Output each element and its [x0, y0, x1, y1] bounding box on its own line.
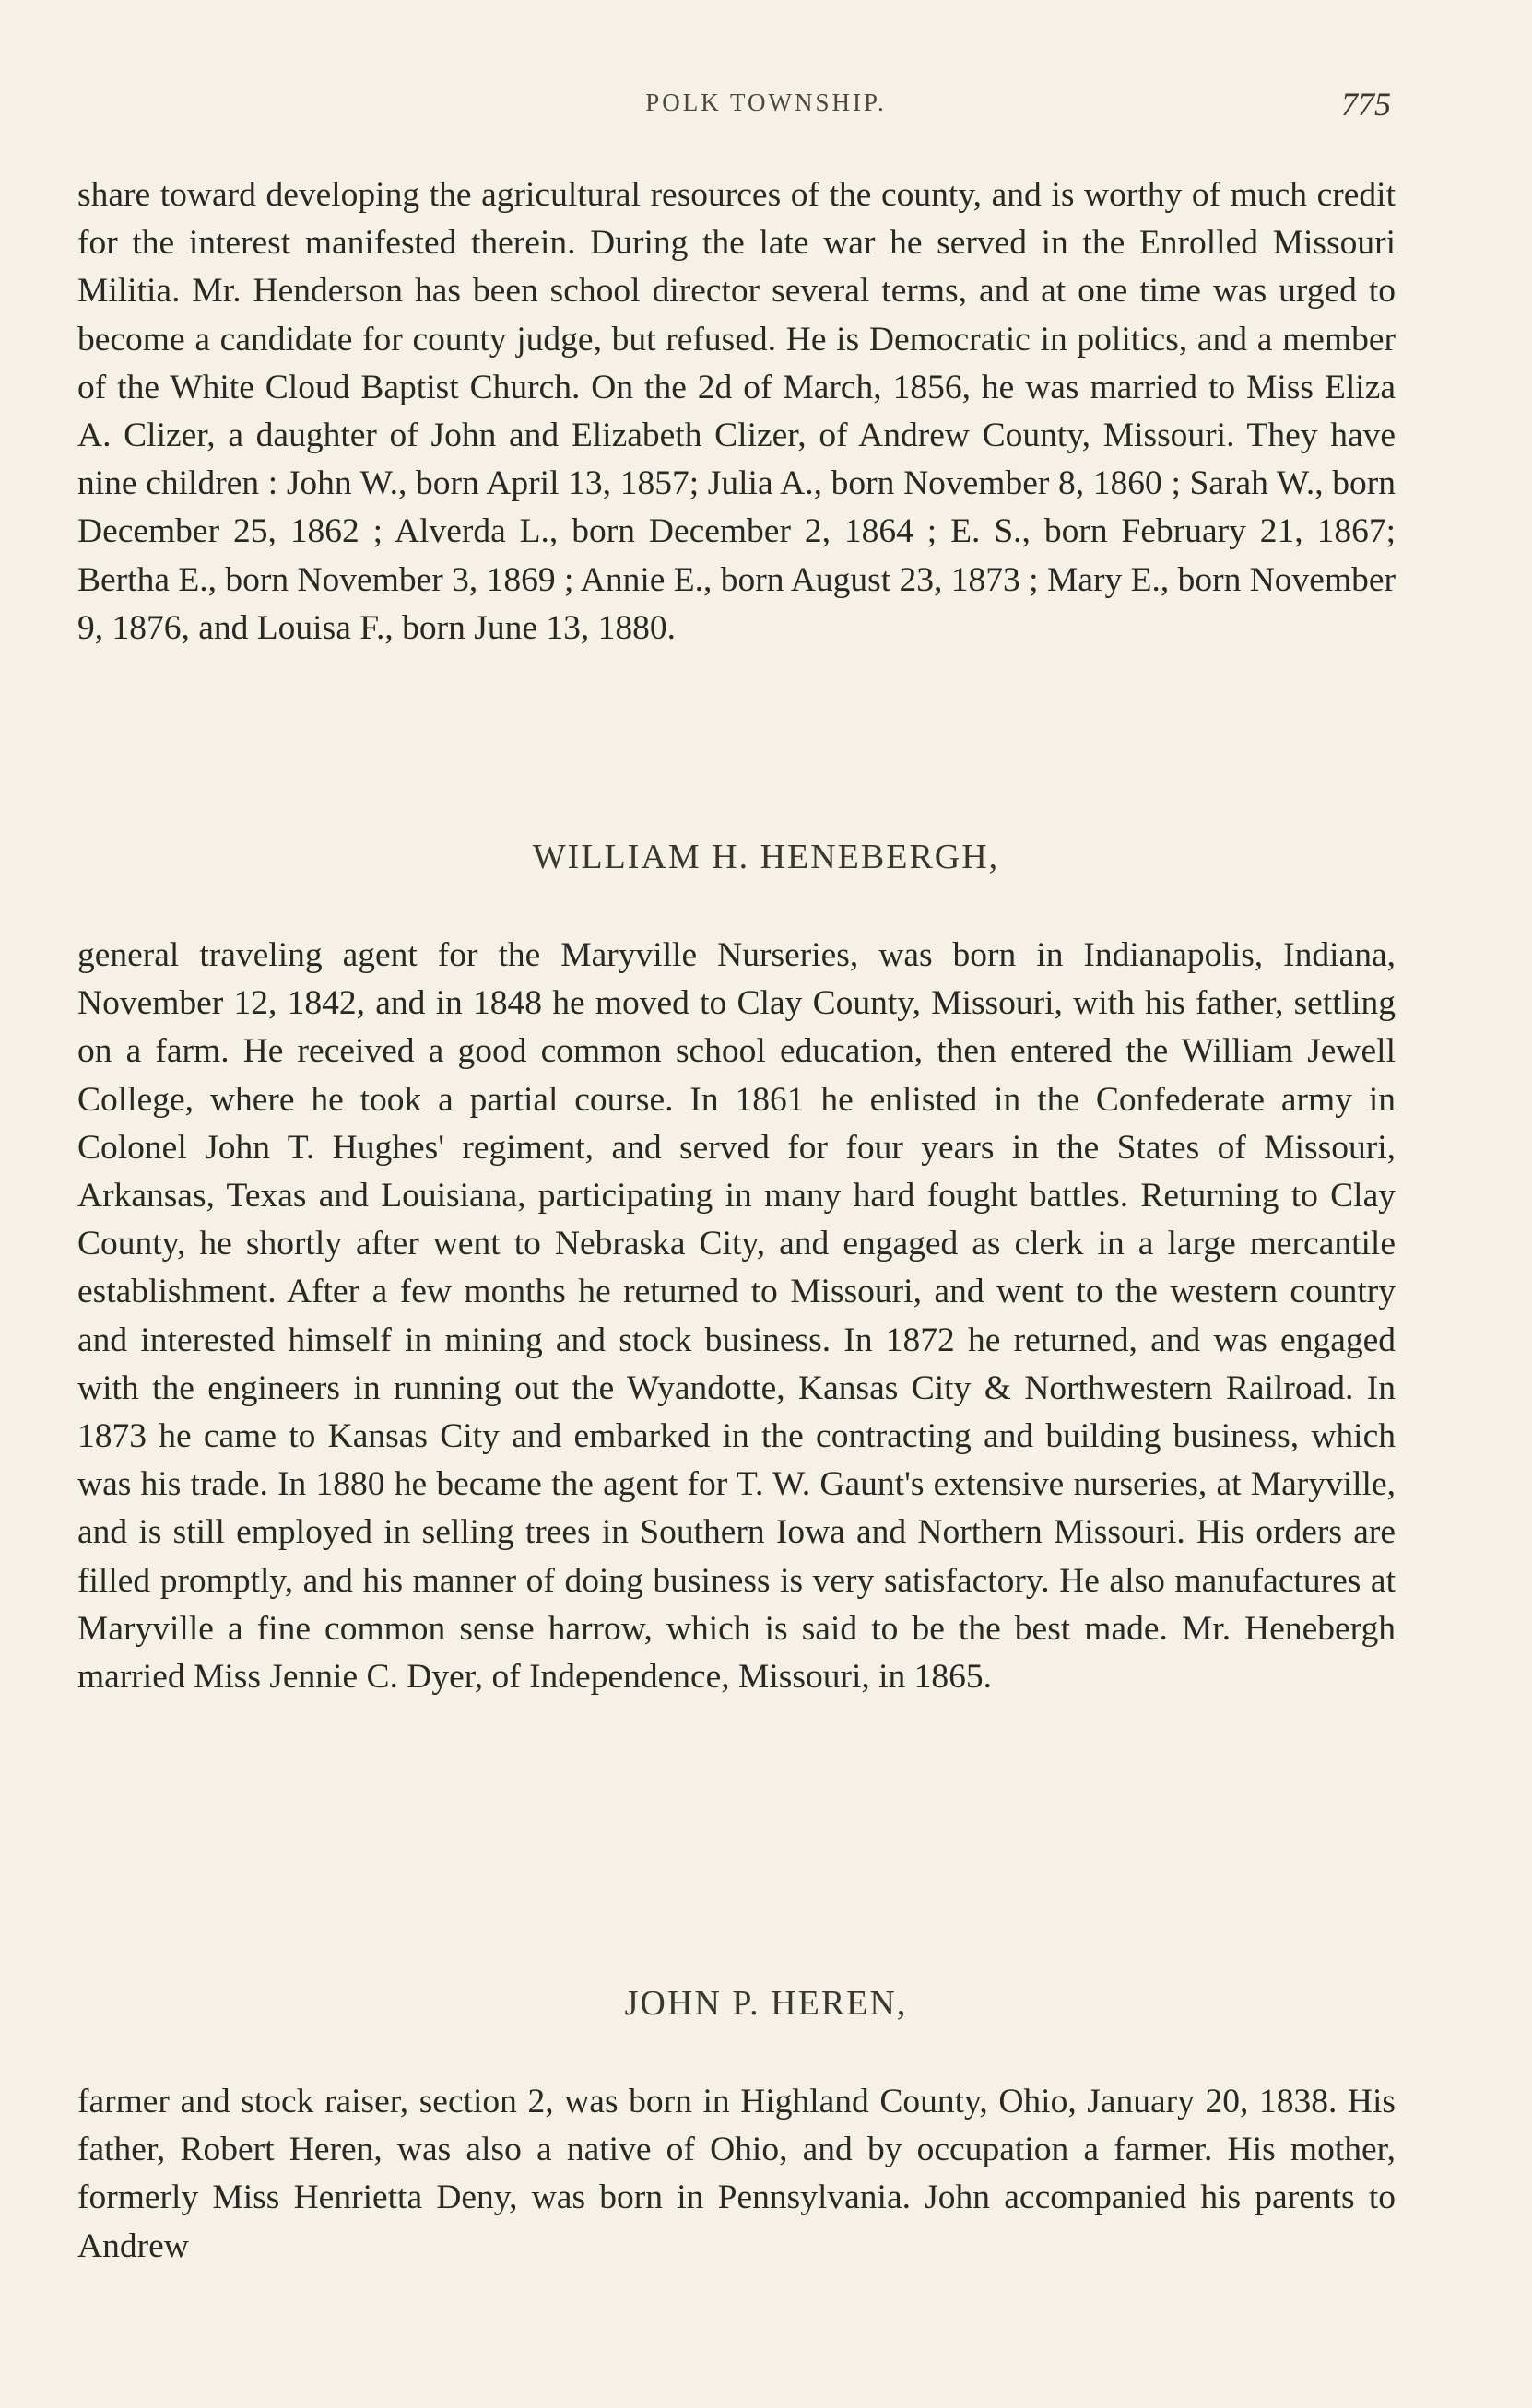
heren-paragraph: farmer and stock raiser, section 2, was born in Highland County, Ohio, January 20, 1838. His father, Robert Heren, was also a native of Ohio, and by occupation a farmer. His mother, formerly Miss Henrietta Deny, was born in Pennsylvania. John accompanied his parents to Andrew [77, 2083, 1396, 2265]
heren-section [77, 2078, 1396, 2271]
running-head [0, 88, 1532, 125]
running-head-title: POLK TOWNSHIP. [645, 88, 887, 116]
henderson-paragraph: share toward developing the agricultural resources of the county, and is worthy of much credit for the interest manifested therein. During the late war he served in the Enrolled Missouri Militia. Mr. Henderson has been school director several terms, and at one time was urged to become a candidate for county judge, but refused. He is Democratic in politics, and a member of the White Cloud Baptist Church. On the 2d of March, 1856, he was married to Miss Eliza A. Clizer, a daughter of John and Elizabeth Clizer, of Andrew County, Missouri. They have nine children : John W., born April 13, 1857; Julia A., born November 8, 1860 ; Sarah W., born December 25, 1862 ; Alverda L., born December 2, 1864 ; E. S., born February 21, 1867; Bertha E., born November 3, 1869 ; Annie E., born August 23, 1873 ; Mary E., born November 9, 1876, and Louisa F., born June 13, 1880. [77, 176, 1396, 647]
henebergh-paragraph: general traveling agent for the Maryville Nurseries, was born in Indianapolis, Indiana, November 12, 1842, and in 1848 he moved to Clay County, Missouri, with his father, settling on a farm. He received a good common school education, then entered the William Jewell College, where he took a partial course. In 1861 he enlisted in the Confederate army in Colonel John T. Hughes' regiment, and served for four years in the States of Missouri, Arkansas, Texas and Louisiana, participating in many hard fought battles. Returning to Clay County, he shortly after went to Nebraska City, and engaged as clerk in a large mercantile establishment. After a few months he returned to Missouri, and went to the western country and interested himself in mining and stock business. In 1872 he returned, and was engaged with the engineers in running out the Wyandotte, Kansas City & Northwestern Railroad. In 1873 he came to Kansas City and embarked in the contracting and building business, which was his trade. In 1880 he became the agent for T. W. Gaunt's extensive nurseries, at Maryville, and is still employed in selling trees in Southern Iowa and Northern Missouri. His orders are filled promptly, and his manner of doing business is very satisfactory. He also manufactures at Maryville a fine common sense harrow, which is said to be the best made. Mr. Henebergh married Miss Jennie C. Dyer, of Independence, Missouri, in 1865. [77, 936, 1396, 1697]
henebergh-heading: WILLIAM H. HENEBERGH, [532, 838, 1000, 876]
heren-heading: JOHN P. HEREN, [624, 1984, 908, 2023]
henebergh-section [77, 932, 1396, 1701]
henderson-continued-section [77, 171, 1396, 652]
page-number: 775 [1341, 86, 1391, 123]
